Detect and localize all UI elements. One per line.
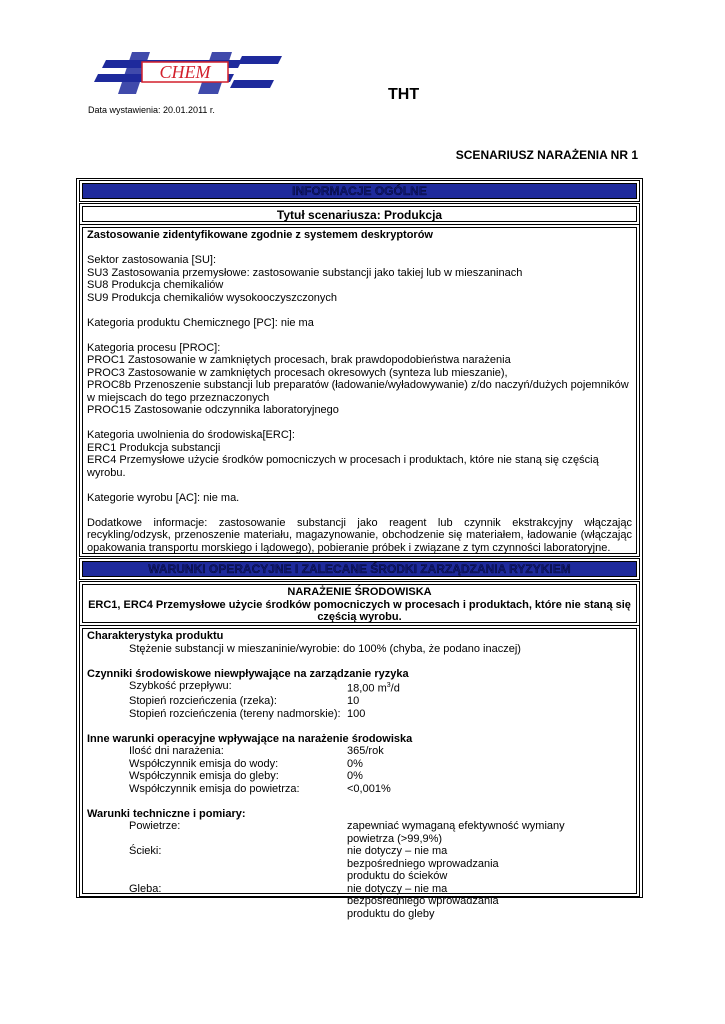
- env-factor-label: Stopień rozcieńczenia (rzeka):: [129, 695, 277, 708]
- product-name: THT: [388, 86, 420, 103]
- issue-date: Data wystawienia: 20.01.2011 r.: [88, 105, 215, 115]
- condition-row: [87, 783, 632, 796]
- erc-item: ERC4 Przemysłowe użycie środków pomocniczych w procesach i produktach, które nie staną się częścią wyrobu.: [87, 454, 599, 479]
- technical-row: [87, 845, 632, 883]
- condition-label: Współczynnik emisja do wody:: [129, 757, 279, 770]
- proc-item: PROC8b Przenoszenie substancji lub preparatów (ładowanie/wyładowywanie) z/do naczyń/dużych pojemników w miejscach do tego przeznaczonych: [87, 379, 629, 404]
- condition-value: 0%: [347, 757, 363, 770]
- proc-item: PROC3 Zastosowanie w zamkniętych procesach okresowych (synteza lub mieszanie),: [87, 366, 508, 379]
- condition-label: Ilość dni narażenia:: [129, 745, 224, 758]
- uses-heading: Zastosowanie zidentyfikowane zgodnie z systemem deskryptorów: [87, 229, 433, 241]
- operating-conditions-header: WARUNKI OPERACYJNE I ZALECANE ŚRODKI ZARZĄDZANIA RYZYKIEM: [82, 561, 637, 577]
- scenario-title: SCENARIUSZ NARAŻENIA NR 1: [455, 148, 638, 162]
- su-item: SU8 Produkcja chemikaliów: [87, 279, 224, 291]
- condition-value: 365/rok: [347, 745, 384, 758]
- su-item: SU9 Produkcja chemikaliów wysokooczyszczonych: [87, 291, 338, 304]
- product-char-line: Stężenie substancji w mieszaninie/wyrobie: do 100% (chyba, że podano inaczej): [129, 642, 521, 655]
- environment-exposure-heading: [82, 584, 637, 623]
- pc-line: Kategoria produktu Chemicznego [PC]: nie ma: [87, 316, 314, 329]
- technical-value: nie dotyczy – nie ma bezpośredniego wprowadzania produktu do gleby: [347, 882, 499, 920]
- other-conditions-heading: Inne warunki operacyjne wpływające na narażenie środowiska: [87, 732, 413, 745]
- conditions-body: [82, 628, 637, 920]
- proc-item: PROC15 Zastosowanie odczynnika laboratoryjnego: [87, 404, 339, 416]
- env-factor-value: 100: [347, 707, 366, 720]
- erc-heading: Kategoria uwolnienia do środowiska[ERC]:: [87, 429, 295, 441]
- technical-row: [87, 820, 632, 845]
- env-factor-value: 18,00 $m^3/d$: [347, 682, 400, 695]
- technical-heading: Warunki techniczne i pomiary:: [87, 807, 246, 820]
- condition-row: [87, 758, 632, 771]
- env-factor-label: Stopień rozcieńczenia (tereny nadmorskie):: [129, 707, 341, 720]
- general-info-header: INFORMACJE OGÓLNE: [82, 183, 637, 199]
- ac-line: Kategorie wyrobu [AC]: nie ma.: [87, 491, 240, 504]
- condition-label: Współczynnik emisja do powietrza:: [129, 782, 300, 795]
- additional-info: Dodatkowe informacje: zastosowanie substancji jako reagent lub czynnik ekstrakcyjny włączając recykling/odzysk, przenoszenie materiału, magazynowanie, obchodzenie się materiałem, ładowanie (włączając opakowania transportu morskiego i lądowego), pobieranie próbek i związane z tym czynności laboratoryjne.: [87, 516, 632, 554]
- general-info-body: [82, 227, 637, 554]
- condition-label: Współczynnik emisja do gleby:: [129, 770, 279, 783]
- env-heading: NARAŻENIE ŚRODOWISKA: [287, 586, 432, 598]
- technical-row: [87, 883, 632, 921]
- technical-label: Powietrze:: [129, 820, 181, 833]
- scenario-title-row: Tytuł scenariusza: Produkcja: [82, 206, 637, 222]
- env-factor-value: 10: [347, 695, 360, 708]
- env-factor-row: [87, 695, 632, 708]
- su-heading: Sektor zastosowania [SU]:: [87, 254, 217, 266]
- technical-value: nie dotyczy – nie ma bezpośredniego wprowadzania produktu do ścieków: [347, 845, 499, 883]
- condition-row: [87, 745, 632, 758]
- env-factor-row: [87, 708, 632, 721]
- env-factor-row: [87, 680, 632, 695]
- condition-row: [87, 770, 632, 783]
- svg-text:CHEM: CHEM: [159, 62, 211, 82]
- env-factor-label: Szybkość przepływu:: [129, 680, 232, 692]
- su-item: SU3 Zastosowania przemysłowe: zastosowanie substancji jako takiej lub w mieszaninach: [87, 266, 523, 279]
- erc-item: ERC1 Produkcja substancji: [87, 441, 221, 454]
- proc-heading: Kategoria procesu [PROC]:: [87, 341, 221, 354]
- condition-value: 0%: [347, 770, 363, 783]
- proc-item: PROC1 Zastosowanie w zamkniętych procesach, brak prawdopodobieństwa narażenia: [87, 354, 511, 366]
- condition-value: <0,001%: [347, 782, 391, 795]
- technical-label: Ścieki:: [129, 845, 162, 858]
- env-subheading: ERC1, ERC4 Przemysłowe użycie środków pomocniczych w procesach i produktach, które nie staną się częścią wyrobu.: [88, 598, 631, 623]
- technical-label: Gleba:: [129, 882, 162, 895]
- technical-value: zapewniać wymaganą efektywność wymiany powietrza (>99,9%): [347, 820, 565, 845]
- env-factors-heading: Czynniki środowiskowe niewpływające na zarządzanie ryzyka: [87, 667, 409, 680]
- company-logo: [92, 50, 284, 96]
- product-char-heading: Charakterystyka produktu: [87, 630, 224, 642]
